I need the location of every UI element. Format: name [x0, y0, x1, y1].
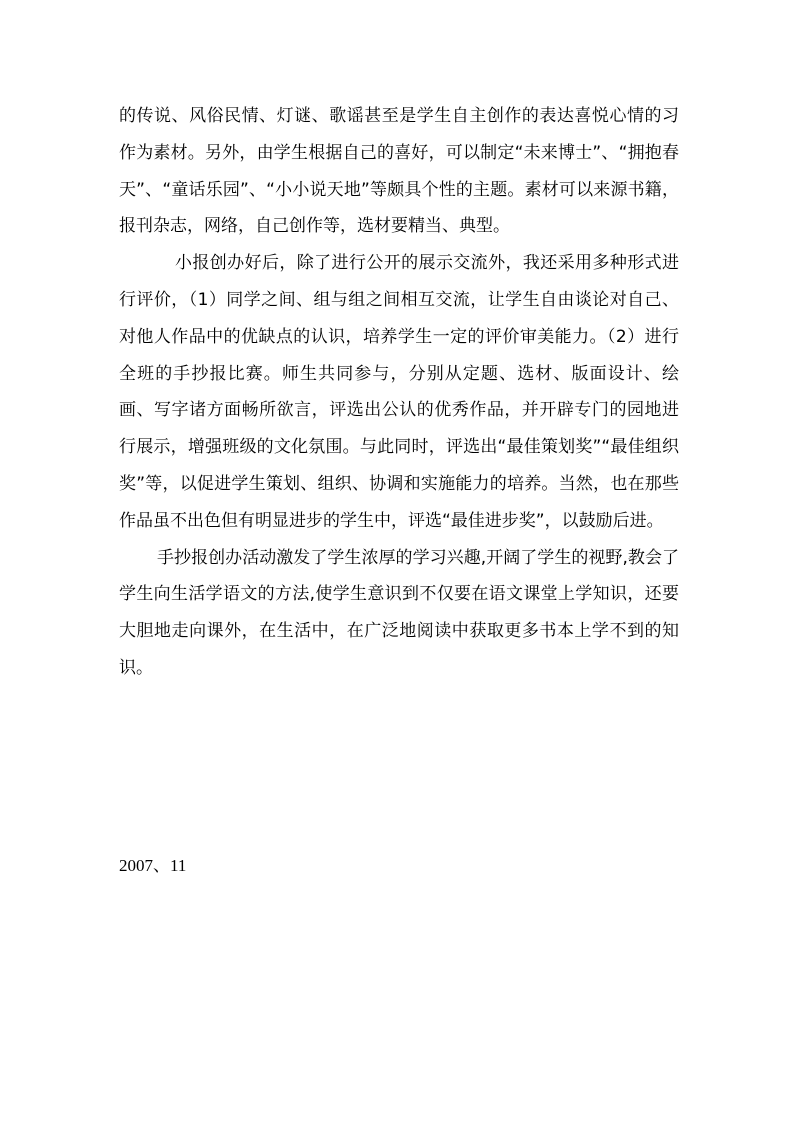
paragraph-evaluation: 小报创办好后，除了进行公开的展示交流外，我还采用多种形式进行评价，（1）同学之间、组与组之间相互交流，让学生自由谈论对自己、对他人作品中的优缺点的认识，培养学生一定的评价审美能力。（2）进行全班的手抄报比赛。师生共同参与，分别从定题、选材、版面设计、绘画、写字诸方面畅所欲言，评选出公认的优秀作品，并开辟专门的园地进行展示，增强班级的文化氛围。与此同时，评选出“最佳策划奖”“最佳组织奖”等，以促进学生策划、组织、协调和实施能力的培养。当然，也在那些作品虽不出色但有明显进步的学生中，评选“最佳进步奖”，以鼓励后进。: [119, 253, 679, 531]
paragraph-conclusion: 手抄报创办活动激发了学生浓厚的学习兴趣,开阔了学生的视野,教会了学生向生活学语文的方法,使学生意识到不仅要在语文课堂上学知识，还要大胆地走向课外，在生活中，在广泛地阅读中获取更多书本上学不到的知识。: [119, 547, 679, 678]
paragraph-continued: 的传说、风俗民情、灯谜、歌谣甚至是学生自主创作的表达喜悦心情的习作为素材。另外，由学生根据自己的喜好，可以制定“未来博士”、“拥抱春天”、“童话乐园”、“小小说天地”等颇具个性的主题。素材可以来源书籍，报刊杂志，网络，自己创作等，选材要精当、典型。: [119, 106, 679, 237]
body-text: [119, 98, 679, 687]
document-date: 2007、11: [119, 856, 187, 875]
